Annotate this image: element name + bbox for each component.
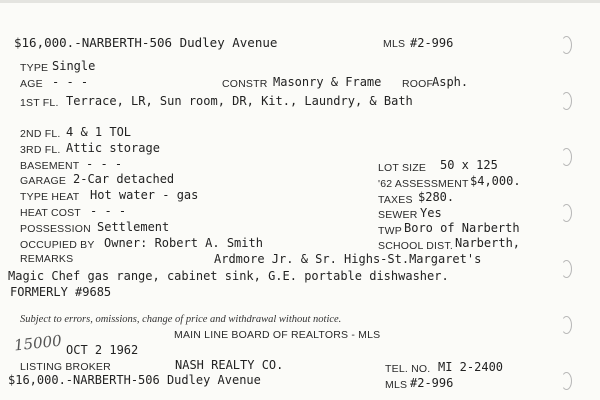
remarks-value: Ardmore Jr. & Sr. Highs-St.Margaret's [214,252,482,266]
possession-label: POSSESSION [20,223,91,235]
lot-size-value: 50 x 125 [440,158,498,172]
lot-size-label: LOT SIZE [378,162,427,174]
footer-price-address: $16,000.-NARBERTH-506 Dudley Avenue [8,373,261,387]
garage-label: GARAGE [20,175,67,187]
header-mls-label: MLS [383,38,406,50]
tel-label: TEL. NO. [385,363,431,375]
type-label: TYPE [20,62,49,74]
type-heat-value: Hot water - gas [90,188,199,202]
assessment-value: $4,000. [470,174,521,188]
age-value: - - - [52,75,89,89]
remarks-continued: Magic Chef gas range, cabinet sink, G.E. portable dishwasher. [8,269,449,283]
first-floor-label: 1ST FL. [20,97,59,109]
occupied-value: Owner: Robert A. Smith [104,236,263,250]
date-stamp: OCT 2 1962 [66,343,139,357]
tel-value: MI 2-2400 [438,360,504,374]
school-value: Narberth, [455,236,521,250]
constr-label: CONSTR [222,78,268,90]
second-floor-value: 4 & 1 TOL [66,125,132,139]
punch-hole-mark [561,260,572,278]
occupied-label: OCCUPIED BY [20,239,95,251]
garage-value: 2-Car detached [73,172,175,186]
school-label: SCHOOL DIST. [378,240,453,252]
punch-hole-mark [561,92,572,110]
basement-label: BASEMENT [20,160,80,172]
heat-cost-value: - - - [90,204,127,218]
header-mls-number: #2-996 [410,36,454,50]
twp-value: Boro of Narberth [404,221,520,235]
punch-hole-mark [561,372,572,390]
board-name: MAIN LINE BOARD OF REALTORS - MLS [174,329,381,341]
punch-hole-mark [561,204,572,222]
formerly-note: FORMERLY #9685 [10,285,112,299]
footer-mls-label: MLS [385,379,408,391]
punch-hole-mark [561,316,572,334]
twp-label: TWP [378,225,402,237]
card-top-edge [0,0,600,3]
third-floor-value: Attic storage [66,141,160,155]
constr-value: Masonry & Frame [273,75,382,89]
possession-value: Settlement [97,220,170,234]
first-floor-value: Terrace, LR, Sun room, DR, Kit., Laundry, & Bath [66,94,413,108]
header-price-address: $16,000.-NARBERTH-506 Dudley Avenue [14,35,278,50]
punch-hole-mark [561,148,572,166]
third-floor-label: 3RD FL. [20,144,61,156]
taxes-value: $280. [418,190,455,204]
basement-value: - - - [86,157,123,171]
age-label: AGE [20,78,43,90]
roof-value: Asph. [432,75,469,89]
disclaimer-text: Subject to errors, omissions, change of price and withdrawal without notice. [20,314,342,325]
second-floor-label: 2ND FL. [20,128,61,140]
type-value: Single [52,59,96,73]
sewer-label: SEWER [378,209,418,221]
roof-label: ROOF [402,78,434,90]
remarks-label: REMARKS [20,253,74,265]
listing-broker-value: NASH REALTY CO. [175,358,284,372]
footer-mls-number: #2-996 [410,376,454,390]
handwritten-price: 15000 [13,331,63,355]
heat-cost-label: HEAT COST [20,207,81,219]
listing-broker-label: LISTING BROKER [20,361,111,373]
punch-hole-mark [561,36,572,54]
sewer-value: Yes [420,206,442,220]
taxes-label: TAXES [378,194,413,206]
assessment-label: '62 ASSESSMENT [378,178,469,190]
type-heat-label: TYPE HEAT [20,191,80,203]
